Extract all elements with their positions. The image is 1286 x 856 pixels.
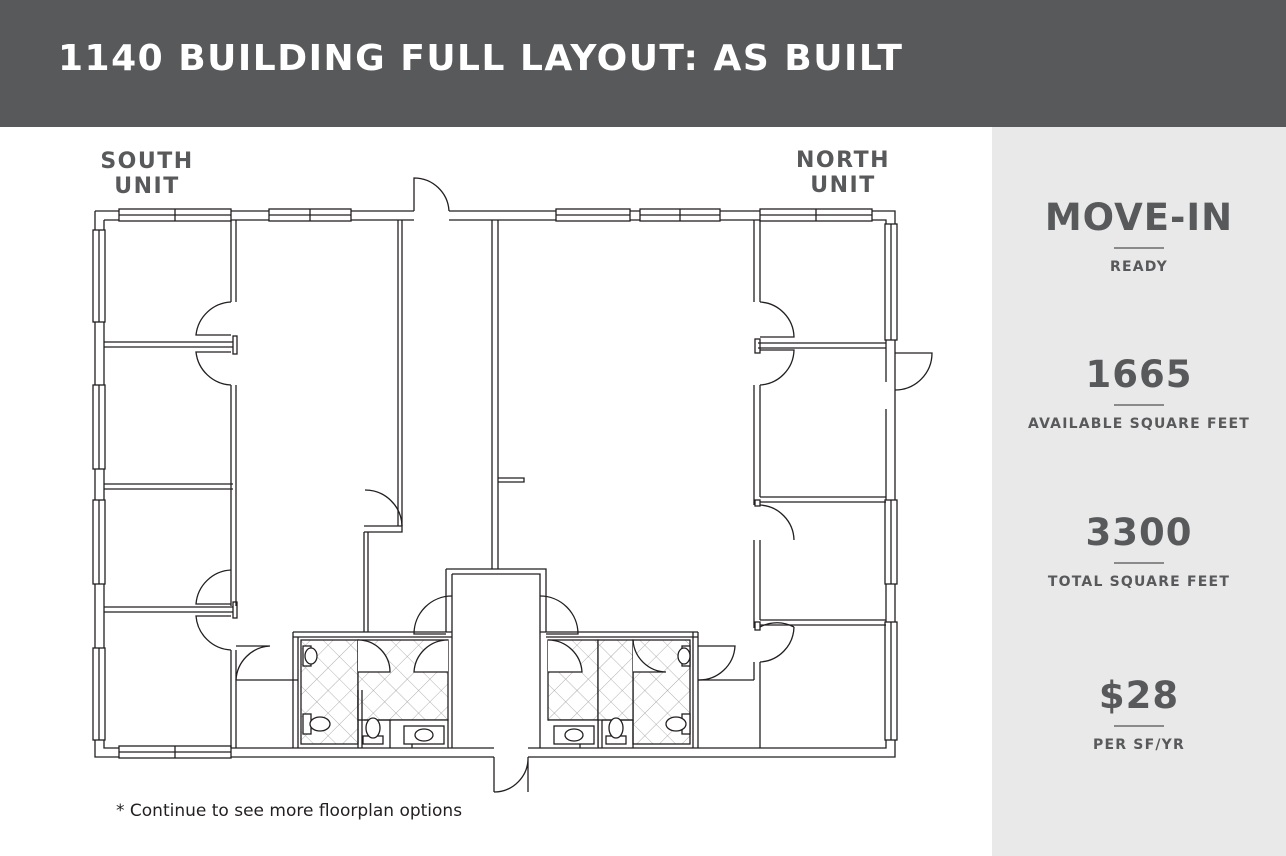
- stat-move-in: [992, 197, 1286, 275]
- corridor-walls: [364, 220, 546, 632]
- south-unit-label: SOUTH UNIT: [100, 149, 194, 199]
- floorplan-panel: [0, 127, 992, 856]
- bottom-entry-door: [494, 757, 528, 792]
- stat-label: AVAILABLE SQUARE FEET: [1027, 416, 1250, 432]
- south-offices: [104, 220, 237, 748]
- stat-value: MOVE-IN: [1044, 196, 1234, 239]
- stat-divider: [1114, 562, 1164, 564]
- page-header: [0, 0, 1286, 127]
- stat-total-sqft: [992, 512, 1286, 590]
- stat-value: 3300: [1085, 511, 1193, 554]
- right-entry-door: [895, 353, 932, 390]
- stat-label: TOTAL SQUARE FEET: [1047, 574, 1231, 590]
- top-entry-door: [414, 178, 449, 211]
- stat-label: READY: [1110, 259, 1168, 275]
- north-unit-label: NORTH UNIT: [796, 148, 890, 198]
- stat-divider: [1114, 725, 1164, 727]
- floorplan-drawing: [0, 127, 992, 856]
- page-title: 1140 BUILDING FULL LAYOUT: AS BUILT: [58, 38, 904, 79]
- stats-sidebar: [992, 127, 1286, 856]
- north-offices: [754, 220, 886, 748]
- stat-price: [992, 675, 1286, 753]
- stat-divider: [1114, 247, 1164, 249]
- stat-available-sqft: [992, 354, 1286, 432]
- stat-value: $28: [1098, 674, 1180, 717]
- stat-value: 1665: [1085, 353, 1193, 396]
- stat-label: PER SF/YR: [1093, 737, 1185, 753]
- stat-divider: [1114, 404, 1164, 406]
- footnote: * Continue to see more floorplan options: [116, 801, 463, 821]
